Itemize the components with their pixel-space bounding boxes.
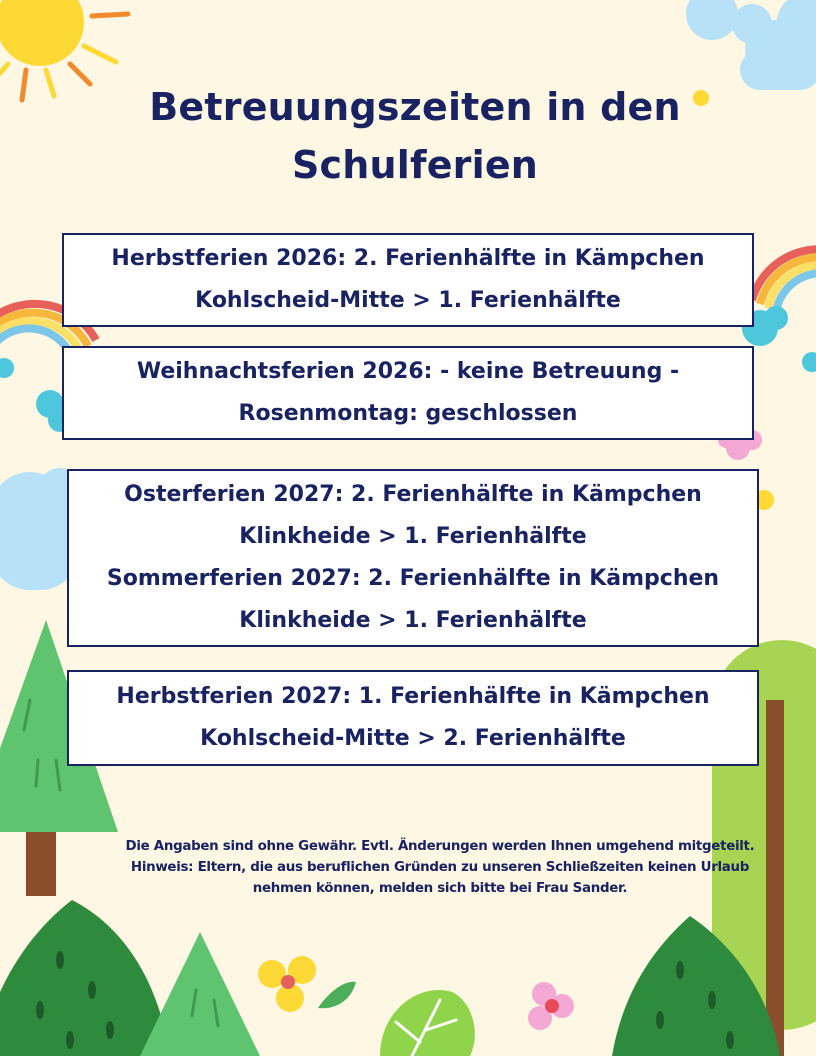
schedule-line: Klinkheide > 1. Ferienhälfte	[239, 608, 587, 633]
rainbow-icon	[752, 249, 816, 312]
disclaimer-text: Die Angaben sind ohne Gewähr. Evtl. Änderungen werden Ihnen umgehend mitgeteilt.	[125, 839, 755, 854]
schedule-line: Kohlscheid-Mitte > 2. Ferienhälfte	[200, 726, 626, 751]
flower-icon	[528, 982, 574, 1030]
hint-text: : Eltern, die aus beruflichen Gründen zu unseren Schließzeiten keinen Urlaub	[188, 860, 750, 875]
schedule-line: Herbstferien 2027: 1. Ferienhälfte in Kämpchen	[116, 684, 710, 709]
schedule-line: Klinkheide > 1. Ferienhälfte	[239, 524, 587, 549]
schedule-line: Herbstferien 2026: 2. Ferienhälfte in Kämpchen	[111, 246, 705, 271]
leaf-icon	[318, 982, 356, 1008]
page-title-line-2: Schulferien	[291, 143, 539, 187]
hint-line	[100, 857, 780, 878]
schedule-box-autumn-2026	[62, 233, 754, 327]
schedule-line: Kohlscheid-Mitte > 1. Ferienhälfte	[195, 288, 621, 313]
page-title-line-1: Betreuungszeiten in den	[149, 85, 681, 129]
schedule-box-autumn-2027	[67, 670, 759, 766]
schedule-box-easter-summer-2027	[67, 469, 759, 647]
schedule-box-christmas-2026	[62, 346, 754, 440]
cloud-icon	[686, 0, 816, 90]
tree-icon	[0, 900, 170, 1056]
sun-icon	[0, 0, 128, 100]
leaf-icon	[380, 990, 475, 1056]
schedule-line: Sommerferien 2027: 2. Ferienhälfte in Kämpchen	[106, 566, 720, 591]
page-title	[120, 78, 710, 194]
footer-notes	[100, 836, 780, 899]
hint-label: Hinweis	[130, 860, 189, 875]
flower-icon	[258, 956, 316, 1012]
schedule-line: Weihnachtsferien 2026: - keine Betreuung -	[136, 359, 680, 384]
schedule-line: Osterferien 2027: 2. Ferienhälfte in Kämpchen	[124, 482, 702, 507]
schedule-line: Rosenmontag: geschlossen	[238, 401, 578, 426]
tree-icon	[140, 932, 260, 1056]
hint-text-continued: nehmen können, melden sich bitte bei Frau Sander.	[252, 881, 628, 896]
